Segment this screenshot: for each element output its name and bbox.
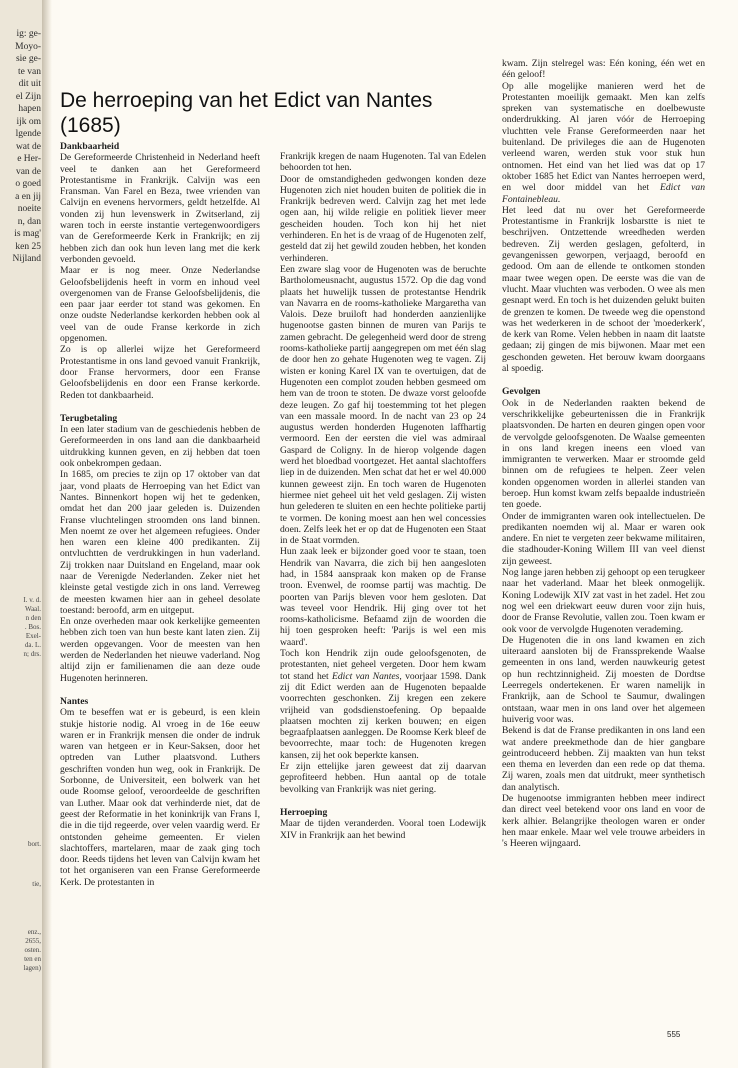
section-heading-nantes: Nantes <box>60 695 89 707</box>
paragraph: kwam. Zijn stelregel was: Eén koning, één wet en één geloof! <box>502 58 705 81</box>
column-2 <box>280 151 486 841</box>
column-1 <box>60 141 260 888</box>
section-heading-terugbetaling: Terugbetaling <box>60 412 118 424</box>
caption-line: da. L. <box>24 641 41 649</box>
text-run: Toch kon Hendrik zijn oude geloofsgenoten, de protestanten, niet geheel vergeten. Door hem kwam tot stand het <box>280 648 486 682</box>
italic-term: Edict van Nantes <box>332 670 400 682</box>
fragment-line: van de <box>15 166 41 177</box>
paragraph: De hugenootse immigranten hebben meer indirect dan direct veel betekend voor ons land en voor de kerk alhier. Belangrijke theologen waren er onder hen maar enkele. Maar wel vele trouwe arbeiders in 's Heeren wijngaard. <box>502 793 705 850</box>
paragraph: Een zware slag voor de Hugenoten was de beruchte Bartholomeusnacht, augustus 1572. Op die dag vond plaats het huwelijk tussen de protestantse Hendrik van Navarra en de rooms-katholieke Margaretha van Valois. Deze bruiloft had honderden aanzienlijke hugenootse gasten binnen de muren van Parijs te zamen gebracht. De gelegenheid werd door de streng rooms-katholieke partij aangegrepen om met één slag de door hen zo gehate Hugenoten weg te vagen. Zij wisten er koning Karel IX van te overtuigen, dat de Hugenoten een complot zouden hebben gesmeed om hem van de troon te stoten. De dwaze vorst geloofde deze leugen. Zo gaf hij toestemming tot het plegen van een massale moord. In de nacht van 23 op 24 augustus werden honderden Hugenoten laffhartig vermoord. Een der eersten die viel was admiraal Gaspard de Coligny. In de hierop volgende dagen werd het bloedbad voortgezet. Het aantal slachtoffers liep in de duizenden. Men schat dat het er wel 40.000 kunnen geweest zijn. En toch waren de Hugenoten hiermee niet geheel uit het veld geslagen. Zij wisten hun gelederen te sluiten en een hechte politieke partij te vormen. De koning moest aan hen wel concessies doen. Zelfs leek het er op dat de Hugenoten een Staat in de Staat vormden. <box>280 263 486 547</box>
fragment-line: is mag' <box>14 229 41 239</box>
fragment-line: o goed <box>15 179 41 189</box>
fragment-line: osten. <box>24 946 41 954</box>
fragment-line: a en jij <box>15 191 41 202</box>
caption-line: Waal. <box>25 605 41 613</box>
column-3 <box>502 58 705 849</box>
fragment-line: Nijland <box>12 254 41 264</box>
fragment-line: dit uit <box>18 79 41 89</box>
paragraph: Maar er is nog meer. Onze Nederlandse Geloofsbelijdenis heeft in vorm en inhoud veel overgenomen van de Franse Geloofsbelijdenis, die een paar jaar eerder tot stand was gekomen. En onze oudste Nederlandse kerkorden hebben ook al veel van de oude Franse kerkorde in zich opgenomen. <box>60 265 260 345</box>
paragraph: Maar de tijden veranderden. Vooral toen Lodewijk XIV in Frankrijk aan het bewind <box>280 818 486 841</box>
fragment-line: lgende <box>15 129 41 139</box>
section-heading-dankbaarheid: Dankbaarheid <box>60 141 120 152</box>
paragraph-fontainebleau <box>502 81 705 205</box>
fragment-line: n, dan <box>17 216 41 227</box>
book-gutter <box>42 0 52 1068</box>
previous-page-lower-fragment-c <box>0 928 44 973</box>
italic-term: Edict van Fontainebleau. <box>502 182 705 205</box>
fragment-line: ig: ge- <box>16 29 41 39</box>
caption-line: n den <box>25 614 41 622</box>
previous-page-edge <box>0 0 45 1068</box>
caption-line: I. v. d. <box>23 596 41 604</box>
paragraph: Ook in de Nederlanden raakten bekend de verschrikkelijke gebeurtenissen die in Frankrijk plaatsvonden. De harten en deuren gingen open voor de vervolgde geloofsgenoten. De Waalse gemeenten in ons land kregen ineens een vloed van immigranten te verwerken. Maar er stroomde geld binnen om de refugiees te helpen. Zeer velen konden opgenomen worden in allerlei standen van beroep. Hun komst kwam zelfs bepaalde industrieën ten goede. <box>502 397 705 511</box>
text-run: Op alle mogelijke manieren werd het de Protestanten moeilijk gemaakt. Men kan zelfs spreken van systematische en doelbewuste onderdrukking. Al jaren vóór de Herroeping vluchtten vele Franse Gereformeerden naar het buitenland. De privileges die aan de Hugenoten verleend waren, werden stuk voor stuk hun ontnomen. Het eind van het lied was dat op 17 oktober 1685 het Edict van Nantes herroepen werd, en wel door middel van het <box>502 80 705 194</box>
paragraph: Bekend is dat de Franse predikanten in ons land een wat andere preekmethode dan de hier gangbare geintroduceerd hebben. Zij maakten van hun tekst een thema en leverden dan een rede op dat thema. Zij waren, zoals men dat uitdrukt, meer synthetisch dan analytisch. <box>502 725 705 793</box>
fragment-line: te van <box>18 66 41 77</box>
paragraph: In een later stadium van de geschiedenis hebben de Gereformeerden in ons land aan die dankbaarheid uitdrukking kunnen geven, en zij hebben dat toen ook onbekrompen gedaan. <box>60 424 260 470</box>
article-page <box>52 0 738 1068</box>
section-heading-herroeping: Herroeping <box>280 806 328 818</box>
paragraph: Er zijn ettelijke jaren geweest dat zij daarvan geprofiteerd hebben. Hun aantal op de totale bevolking van Frankrijk was niet gering. <box>280 761 486 795</box>
paragraph-edict-van-nantes <box>280 648 486 761</box>
paragraph: In 1685, om precies te zijn op 17 oktober van dat jaar, vond plaats de Herroeping van het Edict van Nantes. Binnenkort hopen wij het te gedenken, omdat het dan 200 jaar geleden is. Duizenden Franse vluchtelingen stroomden ons land binnen. Men noemt ze over het algemeen refugiees. Onder hen waren een kleine 400 predikanten. Zij ontvluchtten de verdrukkingen in hun vaderland. Zij trokken naar Duitsland en Engeland, maar ook naar de Verenigde Nederlanden. Zeker niet het kleinste getal vestigde zich in ons land. Verreweg de meesten kwamen hier aan in geheel desolate toestand: beroofd, arm en uitgeput. <box>60 469 260 616</box>
fragment-line: ten en <box>24 955 41 963</box>
previous-page-text-fragments <box>0 28 44 266</box>
fragment-line: lagen) <box>23 964 41 972</box>
fragment-line: ijk om <box>16 116 41 127</box>
fragment-line: tie, <box>32 880 41 888</box>
paragraph: De Hugenoten die in ons land kwamen en zich uiteraard aansloten bij de Franssprekende Waalse gemeenten in ons land, werden nauwkeurig getest op hun rechtzinnigheid. Zij moesten de Dordtse Leerregels ondertekenen. Er waren namelijk in Frankrijk, aan de School te Saumur, dwalingen ontstaan, waar men in ons land over het algemeen huiverig voor was. <box>502 634 705 725</box>
page-number: 555 <box>667 1030 681 1039</box>
fragment-line: noeite <box>17 204 41 214</box>
previous-page-lower-fragment-a <box>0 840 44 849</box>
paragraph: Onder de immigranten waren ook intellectuelen. De predikanten noemden wij al. Maar er waren ook andere. En niet te vergeten zeer bekwame militairen, die stadhouder-Koning Willem III van veel dienst zijn geweest. <box>502 510 705 567</box>
caption-line: n; drs. <box>23 650 41 658</box>
text-run: , voorjaar 1598. Dank zij dit Edict werden aan de Hugenoten bepaalde voorrechten geschonken. Zij kregen een zekere vrijheid van godsdienstoefening. Op bepaalde plaatsen mochten zij kerken bouwen; en eigen begraafplaatsen aanleggen. De Roomse Kerk bleef de bevoorrechte, maar toch: de Hugenoten kregen kansen, zij het ook beperkte kansen. <box>280 670 487 761</box>
fragment-line: sie ge- <box>15 54 41 64</box>
fragment-line: bort. <box>27 840 41 848</box>
paragraph: Nog lange jaren hebben zij gehoopt op een terugkeer naar het vaderland. Maar het bleek onmogelijk. Koning Lodewijk XIV zat vast in het zadel. Het zou nog wel een driekwart eeuw duren voor zijn huis, door de Franse Revolutie, vallen zou. Toen kwam er ook voor de vervolgde Hugenoten verademing. <box>502 567 705 635</box>
fragment-line: el Zijn <box>15 91 41 102</box>
fragment-line: enz., <box>27 928 41 936</box>
fragment-line: 2655, <box>25 937 41 945</box>
paragraph: Om te beseffen wat er is gebeurd, is een klein stukje historie nodig. Al vroeg in de 16e eeuw waren er in Frankrijk mensen die onder de indruk waren van hetgeen er in Keur-Saksen, door het optreden van Luther plaatsvond. Luthers geschriften vonden hun weg, ook in Frankrijk. De Sorbonne, de Universiteit, een bolwerk van het oude Roomse geloof, veroordeelde de geschriften van Luther. Maar ook dat verhinderde niet, dat de geest der Reformatie in het koninkrijk van Frans I, die in die tijd regeerde, over velen vaardig werd. Er ontstonden geheime gemeenten. Er vielen slachtoffers, martelaren, maar de zaak ging toch door. Reeds tijdens het leven van Calvijn kwam het tot het organiseren van een Franse Gereformeerde Kerk. De protestanten in <box>60 707 260 888</box>
paragraph: En onze overheden maar ook kerkelijke gemeenten hebben zich toen van hun beste kant laten zien. Zij werden opgevangen. Voor de meesten van hen werden de Nederlanden het nieuwe vaderland. Nog altijd zijn er familienamen die aan deze oude Hugenoten herinneren. <box>60 616 260 684</box>
paragraph: Het leed dat nu over het Gereformeerde Protestantisme in Frankrijk losbarstte is niet te beschrijven. Ontzettende wreedheden werden bedreven. Zij werden geslagen, gefolterd, in gevangenissen geworpen, verjaagd, beroofd en gedood. Om aan de ellende te ontkomen stonden maar twee wegen open. De eerste was die van de vlucht. Maar vluchten was verboden. O wee als men gesnapt werd. En toch is het duizenden gelukt buiten de grenzen te komen. De tweede weg die openstond was het wederkeren in de schoot der 'moederkerk', de kerk van Rome. Velen hebben in naam dit laatste gedaan; zij gingen de mis bijwonen. Maar met een geschonden geweten. Het berouw kwam doorgaans al spoedig. <box>502 204 705 375</box>
caption-line: Exel- <box>25 632 41 640</box>
section-heading-gevolgen: Gevolgen <box>502 386 541 398</box>
previous-page-lower-fragment-b <box>0 880 44 889</box>
previous-page-caption <box>0 596 44 659</box>
fragment-line: wat de <box>15 141 41 152</box>
article-title: De herroeping van het Edict van Nantes (1685) <box>60 89 433 137</box>
fragment-line: ken 25 <box>15 241 41 252</box>
fragment-line: hapen <box>18 104 41 114</box>
paragraph: Door de omstandigheden gedwongen konden deze Hugenoten zich niet houden buiten de politiek die in Frankrijk bedreven werd. Calvijn zag het met lede ogen aan, hij wilde religie en politiek liever meer gescheiden houden. Toch kon hij het niet verhinderen. En het is de vraag of de Hugenoten zelf, gesteld dat zij het gewild zouden hebben, het konden verhinderen. <box>280 173 486 264</box>
paragraph: De Gereformeerde Christenheid in Nederland heeft veel te danken aan het Gereformeerd Protestantisme in Frankrijk. Calvijn was een Fransman. Van Farel en Beza, twee vrienden van Calvijn en evenens hervormers, geldt hetzelfde. Al vonden zij hun levenswerk in Zwitserland, zij waren toch in eerste instantie vertegenwoordigers van de Gereformeerde Kerk in Frankrijk; en zij hebben zich dan ook hun leven lang met die kerk verbonden gevoeld. <box>60 152 260 265</box>
paragraph: Hun zaak leek er bijzonder goed voor te staan, toen Hendrik van Navarra, die zich bij hen aangesloten had, in 1584 aanspraak kon maken op de Franse troon. Evenwel, de roomse partij was machtig. De poorten van Parijs bleven voor hem gesloten. Dat was teveel voor Hendrik. Hij ging over tot het rooms-katholicisme. Befaamd zijn de woorden die hij toen gesproken heeft: 'Parijs is wel een mis waard'. <box>280 546 486 648</box>
paragraph: Frankrijk kregen de naam Hugenoten. Tal van Edelen behoorden tot hen. <box>280 151 486 174</box>
caption-line: . Bos. <box>24 623 41 631</box>
paragraph: Zo is op allerlei wijze het Gereformeerd Protestantisme in ons land gevoed vanuit Frankrijk, door Franse hervormers, door een Franse Geloofsbelijdenis en door een Franse kerkorde. Reden tot dankbaarheid. <box>60 344 260 401</box>
fragment-line: Moyo- <box>15 41 41 52</box>
fragment-line: e Her- <box>17 154 41 164</box>
